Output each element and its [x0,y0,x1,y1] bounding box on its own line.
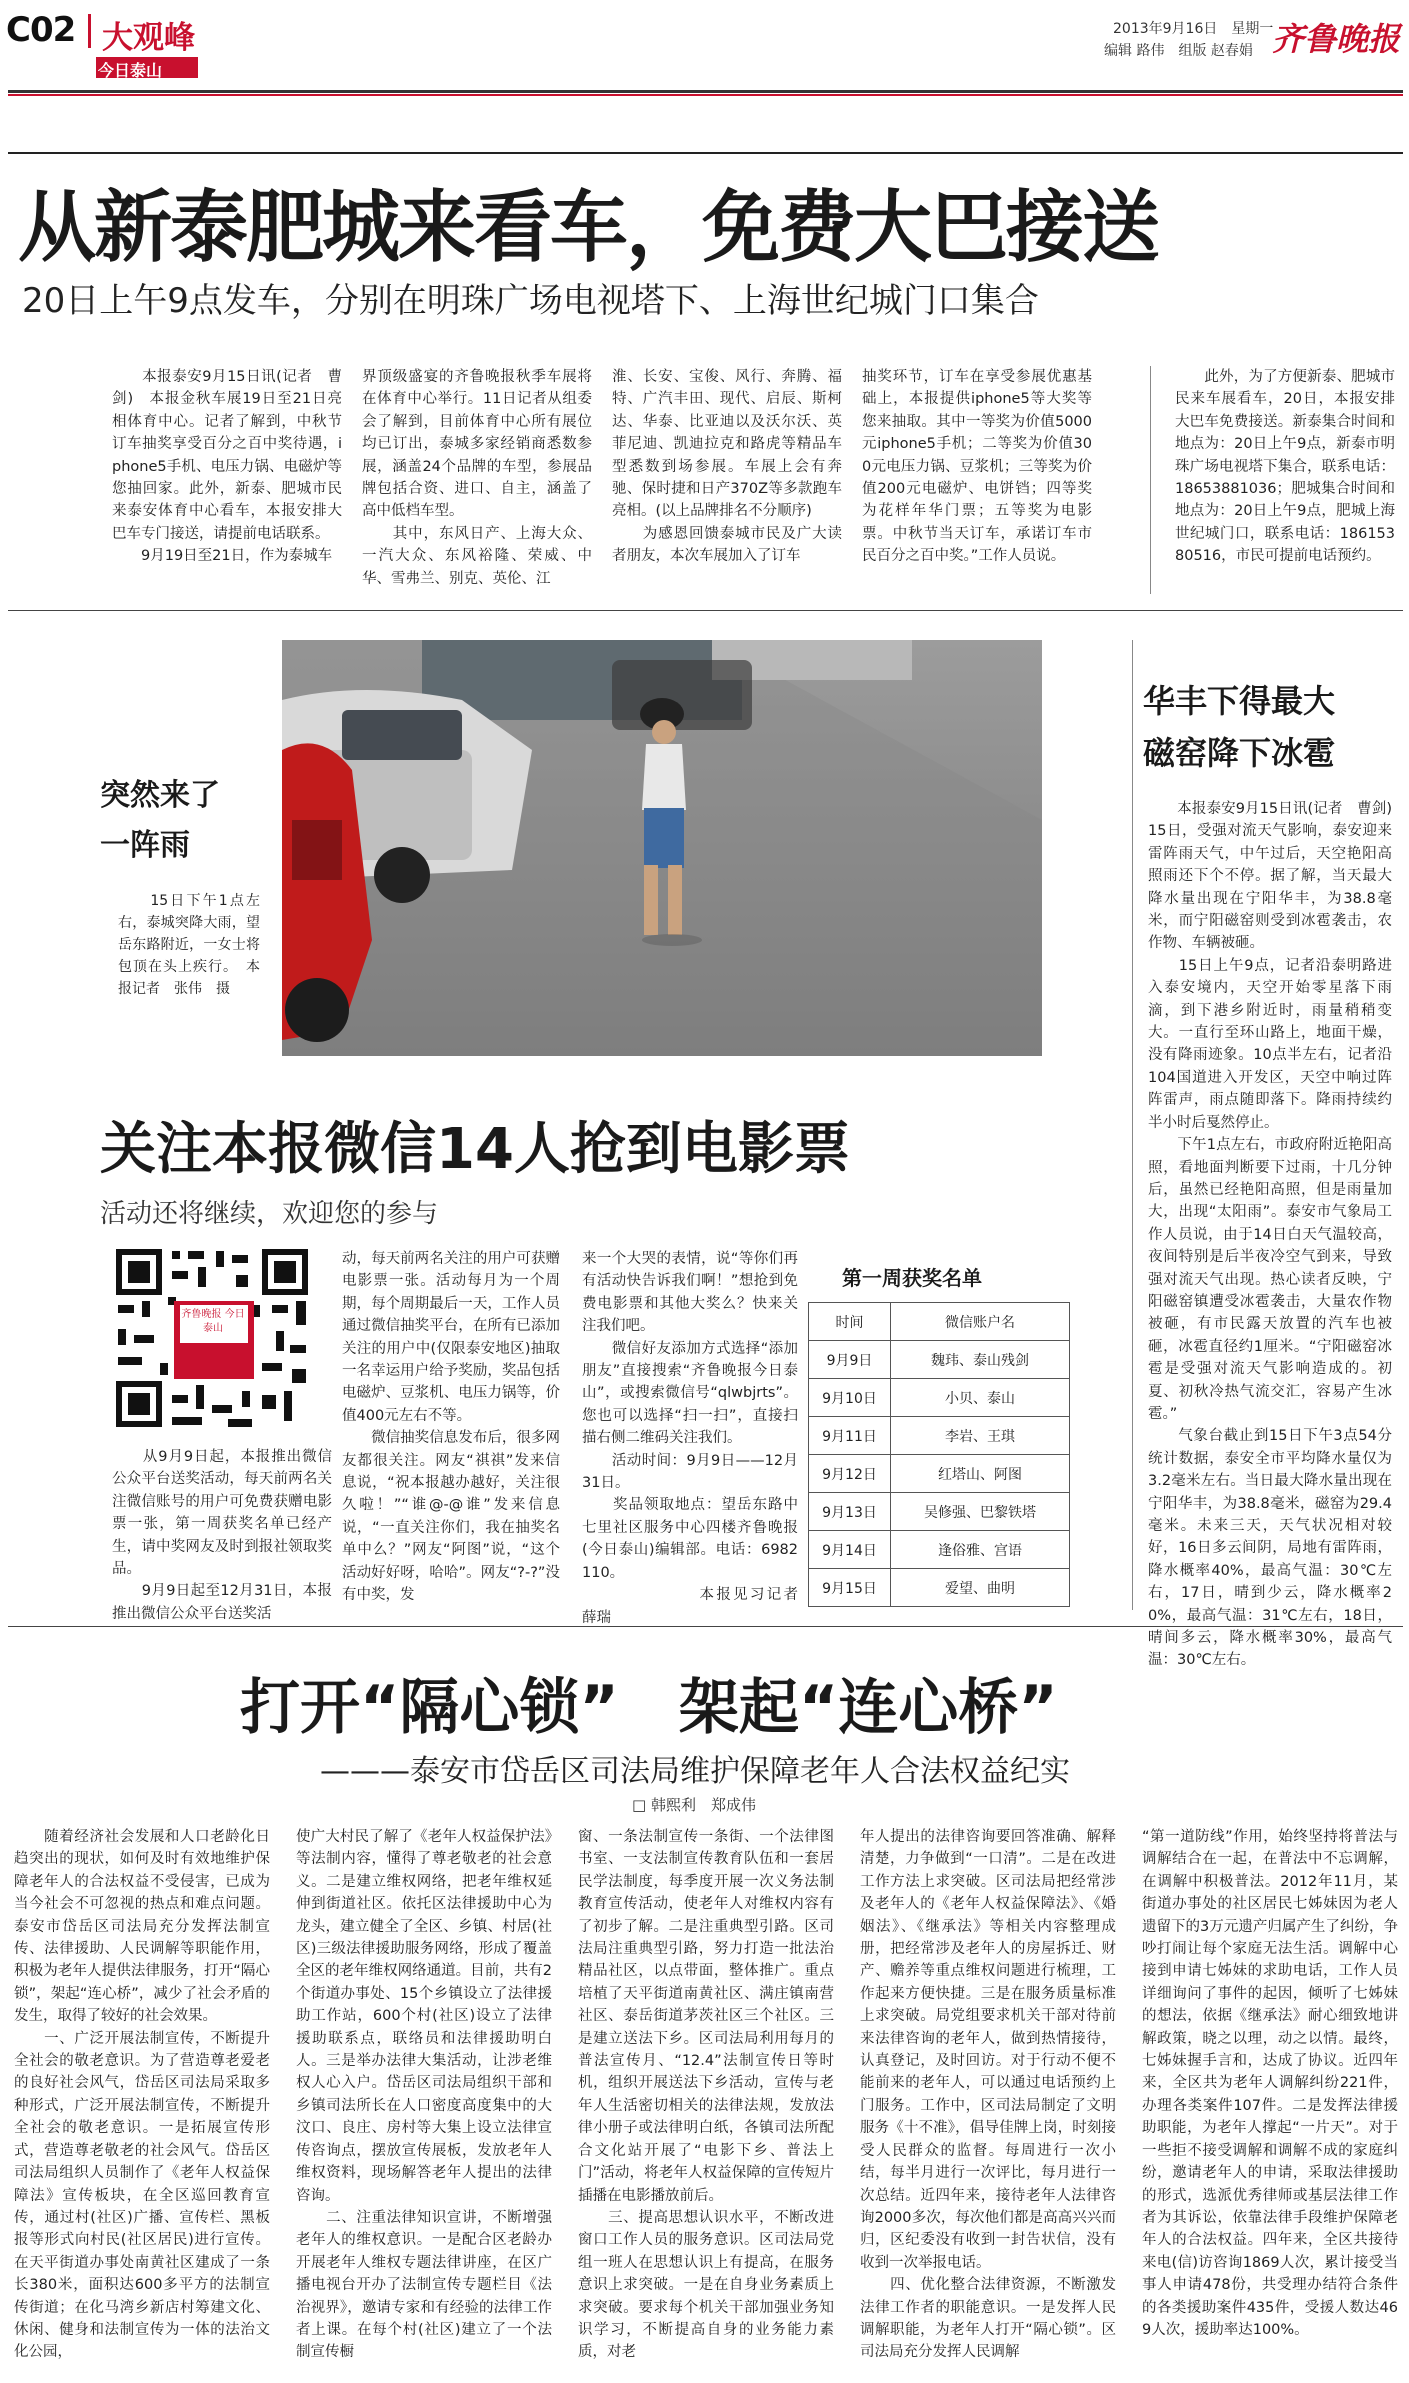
car-show-bottom-rule [8,610,1403,611]
table-row [809,1341,1070,1379]
table-row [809,1455,1070,1493]
car-show-subheadline: 20日上午9点发车，分别在明珠广场电视塔下、上海世纪城门口集合 [22,281,1039,321]
car-show-col-5: 此外，为了方便新泰、肥城市民来车展看车，20日，本报安排大巴车免费接送。新泰集合时间和地点为：20日上午9点，新泰市明珠广场电视塔下集合，联系电话：18653881036；肥城集合时间和地点为：20日上午9点，肥城上海世纪城门口，联系电话：18615380516，市民可提前电话预约。 [1175,369,1395,565]
elder-byline: □ 韩熙利 郑成伟 [632,1796,756,1814]
table-row [809,1379,1070,1417]
elder-col-3: 窗、一条法制宣传一条街、一个法律图书室、一支法制宣传教育队伍和一套居民学法制度，每季度开展一次义务法制教育宣传活动，使老年人对维权内容有了初步了解。二是注重典型引路。区司法局注重典型引路，努力打造一批法治精品社区，以点带面，整体推广。重点培植了天平街道南黄社区、满庄镇南营社区、泰岳街道茅茨社区三个社区。三是建立送法下乡。区司法局利用每月的普法宣传月、“12.4”法制宣传日等时机，组织开展送法下乡活动，宣传与老年人生活密切相关的法律法规，发放法律小册子或法律明白纸，各镇司法所配合文化站开展了“电影下乡、普法上门”活动，将老年人权益保障的宣传短片插播在电影播放前后。 三、提高思想认识水平，不断改进窗口工作人员的服务意识。区司法局党组一班人在思想认识上有提高，在服务意识上求突破。一是在自身业务素质上求突破。要求每个机关干部加强业务知识学习，不断提高自身的业务能力素质，对老 [578,1829,834,2361]
date-text: 2013年9月16日 [1113,21,1218,37]
winners-header-row [809,1303,1070,1341]
winner-date: 9月13日 [809,1493,891,1531]
winner-names: 李岩、王琪 [891,1417,1070,1455]
qr-logo-label: 齐鲁晚报 今日泰山 [181,1309,245,1334]
wechat-qr-code [112,1245,312,1431]
winner-names: 小贝、泰山 [891,1379,1070,1417]
winners-header-account: 微信账户名 [891,1303,1070,1341]
page-number: C02 [6,10,76,50]
winner-names: 红塔山、阿图 [891,1455,1070,1493]
winner-names: 逢俗雅、宫语 [891,1531,1070,1569]
hail-headline-1: 华丰下得最大 [1143,682,1336,720]
wechat-headline: 关注本报微信14人抢到电影票 [100,1117,850,1182]
car-show-col-2: 界顶级盛宴的齐鲁晚报秋季车展将在体育中心举行。11日记者从组委会了解到，目前体育中心所有展位均已订出，泰城多家经销商悉数参展，涵盖24个品牌的车型，参展品牌包括合资、进口、自主，涵盖了高中低档车型。 其中，东风日产、上海大众、一汽大众、东风裕隆、荣威、中华、雪弗兰、别克、英伦、江 [362,369,592,587]
winner-date: 9月11日 [809,1417,891,1455]
table-row [809,1493,1070,1531]
masthead-rule-red [8,94,1403,96]
masthead-rule [8,90,1403,93]
wechat-col-3: 来一个大哭的表情，说“等你们再有活动快告诉我们啊！”想抢到免费电影票和其他大奖么？快来关注我们吧。 微信好友添加方式选择“添加朋友”直接搜索“齐鲁晚报今日泰山”，或搜索微信号“qlwbjrts”。您也可以选择“扫一扫”，直接扫描右侧二维码关注我们。 活动时间：9月9日——12月31日。 奖品领取地点：望岳东路中七里社区服务中心四楼齐鲁晚报(今日泰山)编辑部。电话：6982110。 本报见习记者 薛瑞 [582,1251,798,1626]
photo-right-divider [1132,640,1133,1610]
elder-subheadline: ———泰安市岱岳区司法局维护保障老年人合法权益纪实 [320,1754,1070,1789]
hail-headline-2: 磁窑降下冰雹 [1143,734,1336,772]
car-show-col-4: 抽奖环节，订车在享受参展优惠基础上，本报提供iphone5等大奖等您来抽取。其中一等奖为价值5000元iphone5手机；二等奖为价值300元电压力锅、豆浆机；三等奖为价值200元电磁炉、电饼铛；四等奖为花样年华门票；五等奖为电影票。中秋节当天订车，承诺订车市民百分之百中奖。”工作人员说。 [862,369,1092,565]
elder-headline: 打开“隔心锁” 架起“连心桥” [240,1673,1058,1743]
wechat-col-2: 动，每天前两名关注的用户可获赠电影票一张。活动每月为一个周期，每个周期最后一天，工作人员通过微信抽奖平台，在所有已添加关注的用户中(仅限泰安地区)抽取一名幸运用户给予奖励，奖品包括电磁炉、豆浆机、电压力锅等，价值400元左右不等。 微信抽奖信息发布后，很多网友都很关注。网友“祺祺”发来信息说，“祝本报越办越好，关注很久啦！”“谁@-@谁”发来信息说，“一直关注你们，我在抽奖名单中么？”网友“阿图”说，“这个活动好好呀，哈哈”。网友“?-?”没有中奖，发 [342,1251,560,1604]
elder-col-1: 随着经济社会发展和人口老龄化日趋突出的现状，如何及时有效地维护保障老年人的合法权益不受侵害，已成为当今社会不可忽视的热点和难点问题。泰安市岱岳区司法局充分发挥法制宣传、法律援助、人民调解等职能作用，积极为老年人提供法律服务，打开“隔心锁”，架起“连心桥”，减少了社会矛盾的发生，取得了较好的社会效果。 一、广泛开展法制宣传，不断提升全社会的敬老意识。为了营造尊老爱老的良好社会风气，岱岳区司法局采取多种形式，广泛开展法制宣传，不断提升全社会的敬老意识。一是拓展宣传形式，营造尊老敬老的社会风气。岱岳区司法局组织人员制作了《老年人权益保障法》宣传板块，在全区巡回教育宣传，通过村(社区)广播、宣传栏、黑板报等形式向村民(社区居民)进行宣传。在天平街道办事处南黄社区建成了一条长380米，面积达600多平方的法制宣传街道；在化马湾乡新店村筹建文化、休闲、健身和法制宣传为一体的法治文化公园， [14,1829,270,2361]
elder-col-2: 使广大村民了解了《老年人权益保护法》等法制内容，懂得了尊老敬老的社会意义。二是建立维权网络，把老年维权延伸到街道社区。依托区法律援助中心为龙头，建立健全了全区、乡镇、村居(社区)三级法律援助服务网络，形成了覆盖全区的老年维权网络通道。目前，共有2个街道办事处、15个乡镇设立了法律援助工作站，600个村(社区)设立了法律援助联系点，联络员和法律援助明白人。三是举办法律大集活动，让涉老维权人心入户。岱岳区司法局组织干部和乡镇司法所长在人口密度高度集中的大汶口、良庄、房村等大集上设立法律宣传咨询点，摆放宣传展板，发放老年人维权资料，现场解答老年人提出的法律咨询。 二、注重法律知识宣讲，不断增强老年人的维权意识。一是配合区老龄办开展老年人维权专题法律讲座，在区广播电视台开办了法制宣传专题栏目《法治视界》，邀请专家和有经验的法律工作者上课。在每个村(社区)建立了一个法制宣传橱 [296,1829,552,2361]
section-title: 大观峰 [102,20,195,56]
car-show-col-divider [1150,366,1151,594]
table-row [809,1531,1070,1569]
qr-code-icon [112,1245,312,1431]
rain-photo-title-1: 突然来了 [100,778,220,813]
weekday-text: 星期一 [1231,21,1274,37]
issue-date [1113,18,1273,38]
winner-names: 吴修强、巴黎铁塔 [891,1493,1070,1531]
editor-credits: 编辑 路伟 组版 赵春娟 [1104,43,1253,59]
winner-date: 9月12日 [809,1455,891,1493]
car-show-col-3: 淮、长安、宝俊、风行、奔腾、福特、广汽丰田、现代、启辰、斯柯达、华泰、比亚迪以及沃尔沃、英菲尼迪、凯迪拉克和路虎等精品车型悉数到场参展。车展上会有奔驰、保时捷和日产370Z等多款跑车亮相。(以上品牌排名不分顺序) 为感恩回馈泰城市民及广大读者朋友，本次车展加入了订车 [612,369,842,565]
car-show-col-1: 本报泰安9月15日讯(记者 曹剑) 本报金秋车展19日至21日亮相体育中心。记者了解到，中秋节订车抽奖享受百分之百中奖待遇，iphone5手机、电压力锅、电磁炉等您抽回家。此外，新泰、肥城市民来泰安体育中心看车，本报安排大巴车专门接送，请提前电话联系。 9月19日至21日，作为泰城车 [112,369,342,565]
wechat-subheadline: 活动还将继续，欢迎您的参与 [100,1199,439,1229]
rain-photo-image [282,640,1042,1056]
winner-date: 9月9日 [809,1341,891,1379]
wechat-col-1: 从9月9日起，本报推出微信公众平台送奖活动，每天前两名关注微信账号的用户可免费获赠电影票一张，第一周获奖名单已经产生，请中奖网友及时到报社领取奖品。 9月9日起至12月31日，本报推出微信公众平台送奖活 [112,1449,332,1622]
winners-table [808,1302,1070,1607]
rain-photo [282,640,1042,1056]
winner-date: 9月14日 [809,1531,891,1569]
hail-body: 本报泰安9月15日讯(记者 曹剑) 15日，受强对流天气影响，泰安迎来雷阵雨天气，中午过后，天空艳阳高照雨还下个不停。据了解，当天最大降水量出现在宁阳华丰，为38.8毫米，而宁阳磁窑则受到冰雹袭击，农作物、车辆被砸。 15日上午9点，记者沿泰明路进入泰安境内，天空开始零星落下雨滴，到下港乡附近时，雨量稍稍变大。一直行至环山路上，地面干燥，没有降雨迹象。10点半左右，记者沿104国道进入开发区，天空中响过阵阵雷声，雨点随即落下。降雨持续约半小时后戛然停止。 下午1点左右，市政府附近艳阳高照，看地面判断要下过雨，十几分钟后，虽然已经艳阳高照，但是雨量加大，出现“太阳雨”。泰安市气象局工作人员说，由于14日白天气温较高，夜间特别是后半夜冷空气到来，导致强对流天气出现。热心读者反映，宁阳磁窑镇遭受冰雹袭击，大量农作物被砸，有市民露天放置的汽车也被砸，冰雹直径约1厘米。“宁阳磁窑冰雹是受强对流天气影响造成的。初夏、初秋冷热气流交汇，容易产生冰雹。” 气象台截止到15日下午3点54分统计数据，泰安全市平均降水量仅为3.2毫米左右。当日最大降水量出现在宁阳华丰，为38.8毫米，磁窑为29.4毫米。未来三天，天气状况相对较好，16日多云间阴，局地有雷阵雨，降水概率40%，最高气温：30℃左右，17日，晴到少云，降水概率20%，最高气温：31℃左右，18日，晴间多云，降水概率30%，最高气温：30℃左右。 [1148,801,1392,1669]
winners-header-time: 时间 [809,1303,891,1341]
subsection-label: 今日泰山 [98,61,163,80]
winner-date: 9月15日 [809,1569,891,1607]
winner-names: 魏玮、泰山残剑 [891,1341,1070,1379]
rain-photo-title-2: 一阵雨 [100,828,190,863]
winner-date: 9月10日 [809,1379,891,1417]
wechat-bottom-rule [8,1626,1403,1627]
elder-col-4: 年人提出的法律咨询要回答准确、解释清楚，力争做到“一口清”。二是在改进工作方法上求突破。区司法局把经常涉及老年人的《老年人权益保障法》、《婚姻法》、《继承法》等相关内容整理成册，把经常涉及老年人的房屋拆迁、财产、赡养等重点维权问题进行梳理，工作起来方便快捷。三是在服务质量标准上求突破。局党组要求机关干部对待前来法律咨询的老年人，做到热情接待，认真登记，及时回访。对于行动不便不能前来的老年人，可以通过电话预约上门服务。工作中，区司法局制定了文明服务《十不准》，倡导佳牌上岗，时刻接受人民群众的监督。每周进行一次小结，每半月进行一次评比，每月进行一次总结。近四年来，接待老年人法律咨询2000多次，每次他们都是高高兴兴而归，区纪委没有收到一封告状信，没有收到一次举报电话。 四、优化整合法律资源，不断激发法律工作者的职能意识。一是发挥人民调解职能，为老年人打开“隔心锁”。区司法局充分发挥人民调解 [860,1829,1116,2361]
rain-photo-caption: 15日下午1点左右，泰城突降大雨，望岳东路附近，一女士将包顶在头上疾行。 本报记者 张伟 摄 [118,893,260,997]
table-row [809,1417,1070,1455]
table-row [809,1569,1070,1607]
paper-logo: 齐鲁晚报 [1272,20,1401,58]
section-divider [88,14,91,48]
winners-title: 第一周获奖名单 [842,1266,982,1290]
elder-col-5: “第一道防线”作用，始终坚持将普法与调解结合在一起，在普法中不忘调解，在调解中积极普法。2012年11月，某街道办事处的社区居民七姊妹因为老人遗留下的3万元遗产归属产生了纠纷，争吵打闹让每个家庭无法生活。调解中心接到申请七姊妹的求助电话，工作人员详细询问了事件的起因，倾听了七姊妹的想法，依据《继承法》耐心细致地讲解政策，晓之以理，动之以情。最终，七姊妹握手言和，达成了协议。近四年来，全区共为老年人调解纠纷221件，办理各类案件107件。二是发挥法律援助职能，为老年人撑起“一片天”。对于一些拒不接受调解和调解不成的家庭纠纷，邀请老年人的申请，采取法律援助的形式，选派优秀律师或基层法律工作者为其诉讼，依靠法律手段维护保障老年人的合法权益。四年来，全区共接待来电(信)访咨询1869人次，累计接受当事人申请478份，共受理办结符合条件的各类援助案件435件，受援人数达469人次，援助率达100%。 [1142,1829,1398,2338]
winner-names: 爱望、曲明 [891,1569,1070,1607]
section-rule [8,152,1403,154]
car-show-headline: 从新泰肥城来看车，免费大巴接送 [18,183,1159,273]
